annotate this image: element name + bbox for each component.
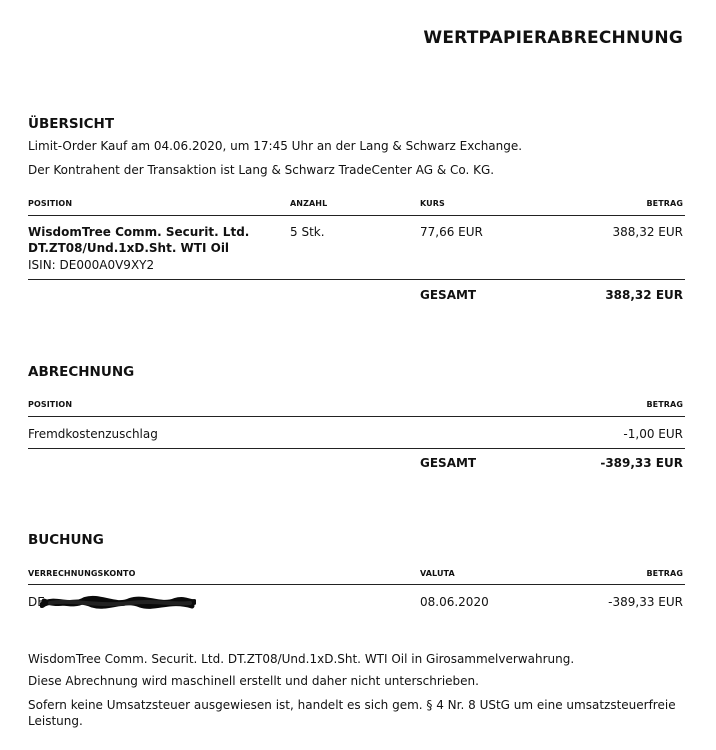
booking-amount: -389,33 EUR (608, 595, 683, 609)
settlement-total-value: -389,33 EUR (600, 456, 683, 470)
security-name-line1: WisdomTree Comm. Securit. Ltd. (28, 225, 250, 239)
table-divider (28, 279, 685, 280)
security-name-line2: DT.ZT08/Und.1xD.Sht. WTI Oil (28, 241, 230, 255)
col-head-account: VERRECHNUNGSKONTO (28, 569, 136, 578)
overview-total-value: 388,32 EUR (605, 288, 683, 302)
custody-note: WisdomTree Comm. Securit. Ltd. DT.ZT08/Und.1xD.Sht. WTI Oil in Girosammelverwahrung. (28, 652, 575, 666)
price-value: 77,66 EUR (420, 225, 483, 239)
quantity-value: 5 Stk. (290, 225, 325, 239)
document-title: WERTPAPIERABRECHNUNG (423, 28, 683, 48)
col-head-betrag: BETRAG (646, 569, 683, 578)
vat-note: Sofern keine Umsatzsteuer ausgewiesen ist, handelt es sich gem. § 4 Nr. 8 UStG um eine umsatzsteuerfreie (28, 698, 676, 712)
settlement-heading: ABRECHNUNG (28, 364, 135, 380)
col-head-position: POSITION (28, 400, 73, 409)
order-description: Limit-Order Kauf am 04.06.2020, um 17:45 Uhr an der Lang & Schwarz Exchange. (28, 139, 523, 153)
col-head-betrag: BETRAG (646, 400, 683, 409)
booking-heading: BUCHUNG (28, 532, 104, 548)
table-divider (28, 215, 685, 216)
overview-heading: ÜBERSICHT (28, 116, 115, 132)
overview-total-label: GESAMT (420, 288, 477, 302)
amount-value: 388,32 EUR (612, 225, 683, 239)
table-divider (28, 416, 685, 417)
counterparty-description: Der Kontrahent der Transaktion ist Lang & Schwarz TradeCenter AG & Co. KG. (28, 163, 495, 177)
col-head-betrag: BETRAG (646, 199, 683, 208)
fee-label: Fremdkostenzuschlag (28, 427, 158, 441)
col-head-kurs: KURS (420, 199, 445, 208)
security-isin: ISIN: DE000A0V9XY2 (28, 258, 155, 272)
settlement-total-label: GESAMT (420, 456, 477, 470)
valuta-date: 08.06.2020 (420, 595, 489, 609)
col-head-valuta: VALUTA (420, 569, 455, 578)
col-head-position: POSITION (28, 199, 73, 208)
table-divider (28, 448, 685, 449)
account-prefix: DE (28, 595, 45, 609)
table-divider (28, 584, 685, 585)
fee-value: -1,00 EUR (623, 427, 683, 441)
machine-generated-note: Diese Abrechnung wird maschinell erstellt und daher nicht unterschrieben. (28, 674, 479, 688)
col-head-anzahl: ANZAHL (290, 199, 328, 208)
redaction-scribble (40, 593, 196, 613)
vat-note-continued: Leistung. (28, 714, 83, 728)
